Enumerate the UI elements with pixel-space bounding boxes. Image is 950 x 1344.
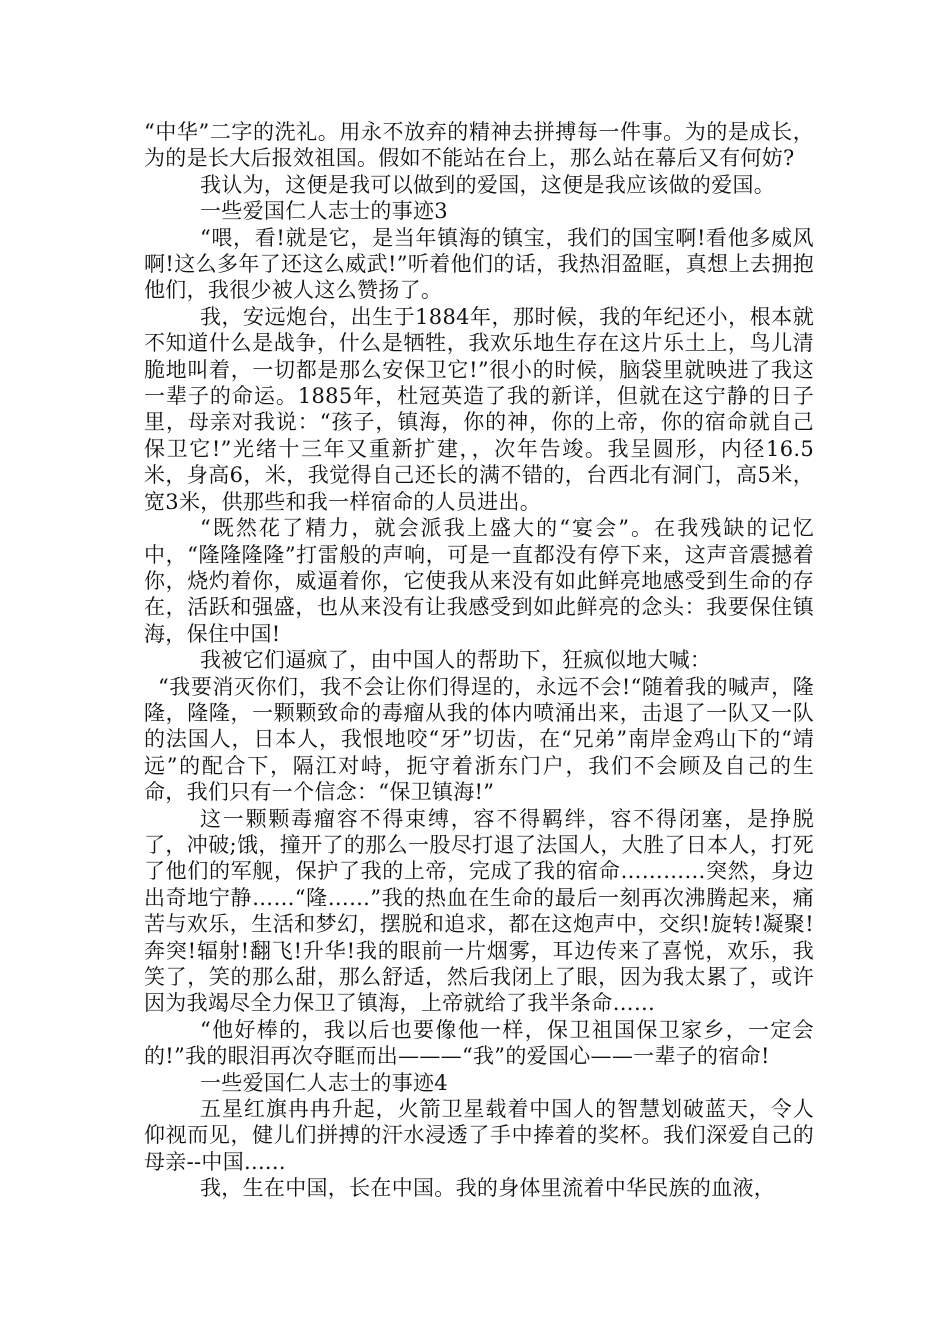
paragraph-9: “他好棒的，我以后也要像他一样，保卫祖国保卫家乡，一定会的!”我的眼泪再次夺眶而出———“我”的爱国心——一辈子的宿命! — [144, 1017, 814, 1069]
document-body — [144, 119, 814, 1202]
paragraph-5: “既然花了精力，就会派我上盛大的“宴会”。在我残缺的记忆中，“隆隆隆隆”打雷般的声响，可是一直都没有停下来，这声音震撼着你，烧灼着你，威逼着你，它使我从来没有如此鲜亮地感受到生命的存在，活跃和强盛，也从来没有让我感受到如此鲜亮的念头：我要保住镇海，保住中国! — [144, 516, 814, 646]
paragraph-6: 我被它们逼疯了，由中国人的帮助下，狂疯似地大喊： — [200, 648, 712, 673]
section-heading-4: 一些爱国仁人志士的事迹4 — [200, 1070, 448, 1095]
paragraph-4: 我，安远炮台，出生于1884年，那时候，我的年纪还小，根本就不知道什么是战争，什么是牺牲，我欢乐地生存在这片乐土上，鸟儿清脆地叫着，一切都是那么安保卫它!”很小的时候，脑袋里就映进了我这一辈子的命运。1885年，杜冠英造了我的新详，但就在这宁静的日子里，母亲对我说：“孩子，镇海，你的神，你的上帝，你的宿命就自己保卫它!”光绪十三年又重新扩建，，次年告竣。我呈圆形，内径16.5米，身高6，米，我觉得自己还长的满不错的，台西北有洞门，高5米，宽3米，供那些和我一样宿命的人员进出。 — [144, 304, 814, 514]
paragraph-3: “喂，看!就是它，是当年镇海的镇宝，我们的国宝啊!看他多威风啊!这么多年了还这么威武!”听着他们的话，我热泪盈眶，真想上去拥抱他们，我很少被人这么赞扬了。 — [144, 225, 814, 303]
paragraph-1: “中华”二字的洗礼。用永不放弃的精神去拼搏每一件事。为的是成长，为的是长大后报效祖国。假如不能站在台上，那么站在幕后又有何妨? — [144, 120, 814, 171]
paragraph-2: 我认为，这便是我可以做到的爱国，这便是我应该做的爱国。 — [200, 172, 776, 197]
paragraph-10: 五星红旗冉冉升起，火箭卫星载着中国人的智慧划破蓝天，令人仰视而见，健儿们拼搏的汗水浸透了手中捧着的奖杯。我们深爱自己的母亲--中国...... — [144, 1097, 814, 1174]
paragraph-11: 我，生在中国，长在中国。我的身体里流着中华民族的血液， — [200, 1176, 776, 1201]
section-heading-3: 一些爱国仁人志士的事迹3 — [200, 199, 448, 224]
paragraph-8: 这一颗颗毒瘤容不得束缚，容不得羁绊，容不得闭塞，是挣脱了，冲破;饿，撞开了的那么一股尽打退了法国人，大胜了日本人，打死了他们的军舰，保护了我的上帝，完成了我的宿命…………突然，身边出奇地宁静……“隆……”我的热血在生命的最后一刻再次沸腾起来，痛苦与欢乐，生活和梦幻，摆脱和追求，都在这炮声中，交织!旋转!凝聚!奔突!辐射!翻飞!升华!我的眼前一片烟雾，耳边传来了喜悦，欢乐，我笑了，笑的那么甜，那么舒适，然后我闭上了眼，因为我太累了，或许因为我竭尽全力保卫了镇海，上帝就给了我半条命…… — [144, 806, 814, 1016]
paragraph-7: “我要消灭你们，我不会让你们得逞的，永远不会!“随着我的喊声，隆隆，隆隆，一颗颗致命的毒瘤从我的体内喷涌出来，击退了一队又一队的法国人，日本人，我恨地咬“牙”切齿，在“兄弟”南岸金鸡山下的“靖远”的配合下，隔江对峙，扼守着浙东门户，我们不会顾及自己的生命，我们只有一个信念：“保卫镇海!” — [144, 674, 814, 805]
